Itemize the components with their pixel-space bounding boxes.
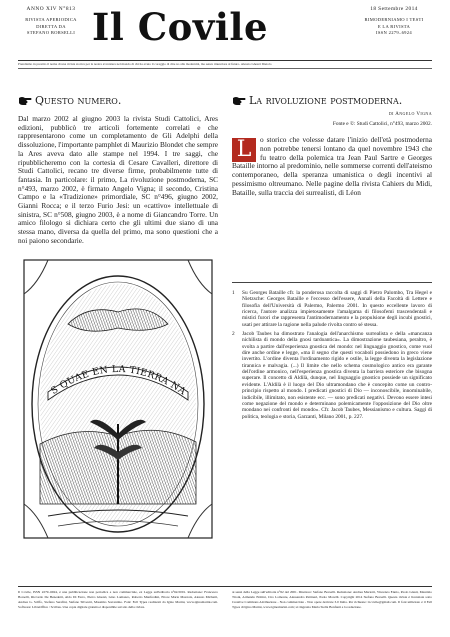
masthead-rule-lower bbox=[18, 68, 432, 69]
masthead-left-line: RIVISTA APERIODICA bbox=[25, 17, 77, 23]
article-heading bbox=[232, 94, 432, 107]
masthead bbox=[18, 6, 432, 64]
pointing-hand-icon bbox=[232, 95, 246, 107]
footnotes bbox=[232, 290, 432, 423]
footnote-text: Su Georges Bataille cfr. la ponderosa raccolta di saggi di Pietro Palombo, Tra Hegel e Nietzsche: Georges Bataille e l'eccesso dell'essere, Annali della Facoltà di Lettere e filosofia dell'Università di Palermo, Palermo 2001. In questo eccellente lavoro di ricerca, l'autore analizza impietosamente l'amalgama di filosofemi trascendentali e mistici furori che rappresenta l'antimodernamento e la propulsione degli incubi gnostici, usati per attirare la ragione nella palude rivolta contro sé stessa. bbox=[242, 290, 432, 328]
article-source: Fonte e ©: Studi Cattolici, n°493, marzo 2002. bbox=[332, 121, 432, 127]
left-article-title: Questo numero. bbox=[35, 94, 122, 107]
footnote-number: 1 bbox=[232, 290, 235, 296]
footnote bbox=[232, 290, 432, 328]
masthead-right bbox=[292, 6, 432, 37]
footnote-rule bbox=[232, 282, 432, 283]
masthead-strip: Prendiamo in prestito il nome di una rivista storica per la nostra avventura nel mondo di chi ha avuto il coraggio di dire no alla modernità, ma senza rinunciare al futuro. Alessio Ghezzi Dietolo bbox=[18, 62, 272, 66]
engraving-illustration bbox=[18, 254, 218, 544]
article-body-wrap bbox=[232, 136, 432, 197]
masthead-right-line: E LA RIVISTA bbox=[377, 23, 411, 29]
engraving-motto: S QUAE EN LA TIERRA NA bbox=[49, 363, 188, 398]
masthead-left-line: DIRETTA DA bbox=[36, 23, 66, 29]
masthead-rule bbox=[18, 60, 432, 61]
masthead-left bbox=[18, 6, 84, 37]
drop-cap: L bbox=[232, 138, 256, 162]
masthead-left-line: STEFANO BORSELLI bbox=[26, 30, 76, 36]
issn: ISSN 2279–6924 bbox=[376, 30, 412, 36]
footnote-text: Jacob Taubes ha dimostrato l'analogia dell'anarchismo surrealista e della «mancanza nichilista di mondo della gnosi tardoantica». La dimostrazione taubesiana, peraltro, è svolta a partire dall'esperienza gnostica del mondo: nel linguaggio gnostico, come vuol dire anche ordine e legge, «ma il segno che questi vocaboli possiedono in greco viene invertito. L'ordine diventa l'ordinamento rigido e ostile, la legge diventa la legislazione tirannica e malvagia. (...) Il limite che nello schema cosmologico antico era garante dell'ordine armonico, nell'esperienza gnostica diventa la barriera esteriore che bisogna superare. Il concetto di Aldilà, dunque, nel linguaggio gnostico possiede un significato evidente. L'Aldilà è il luogo del Dio ultramondano che è concepito come un contro-principio rispetto al mondo. I predicati gnostici di Dio — inconoscibile, innominabile, indicibile, illimitato, non esistente ecc. — sono predicati negativi. Devono essere intesi come negazione del mondo e determinano polemicamente l'opposizione del Dio oltre mondano nei confronti del mondo». Cfr. Jacob Taubes, Messianismo e cultura. Saggi di politica, teologia e storia, Garzanti, Milano 2001, p. 227. bbox=[242, 331, 432, 420]
masthead-right-line: RIMODERNIAMO I TESTI bbox=[364, 17, 424, 23]
masthead-title: Il Covile bbox=[91, 5, 269, 49]
left-article-body: Dal marzo 2002 al giugno 2003 la rivista Studi Cattolici, Ares edizioni, pubblicò tre articoli fortemente correlati e che rappresentarono come un completamento de Gli Adelphi della dissoluzione, l'importante pamphlet di Maurizio Blondet che sempre la Ares aveva dato alle stampe nel 1994. I tre saggi, che ripubblicheremo con la cortesia di Cesare Cavalleri, direttore di Studi Cattolici, recano tre diverse firme, probabilmente tutte di fantasia. In particolare: il primo, La rivoluzione postmoderna, SC n°493, marzo 2002, è firmato Angelo Vigna; il secondo, Cristina Campo e la «Tradizione» primordiale, SC n°496, giugno 2002, Gianni Rocca; e il terzo Furio Jesi: un «cattivo» intellettuale di sinistra, SC n°508, giugno 2003, è a nome di Giancandro Torre. Un amico filologo si dichiara certo che gli ultimi due siano di una stessa mano, diversa da quella del primo, ma sono questioni che a noi paiono secondarie. bbox=[18, 114, 218, 245]
article-byline: di Angelo Vigna bbox=[388, 112, 432, 117]
right-column bbox=[232, 94, 432, 197]
footnote bbox=[232, 331, 432, 420]
left-column bbox=[18, 94, 218, 246]
pointing-hand-icon bbox=[18, 95, 32, 107]
colophon-rule bbox=[18, 586, 432, 587]
article-heading bbox=[18, 94, 218, 107]
footnote-number: 2 bbox=[232, 331, 235, 338]
right-article-title: La rivoluzione postmoderna. bbox=[249, 94, 403, 107]
issue-date: 18 Settembre 2014 bbox=[370, 6, 418, 12]
colophon-left: Il Covile, ISSN 2279–6924, è una pubblicazione non periodica e non commerciale, ex Legge sull'editoria n°62/2001. Redazione: Francesco Borselli, Riccardo De Benedetti, Aldo Di Ferro, Pietro Ghezzi, Gino Lomazzo, Roberto Manfredini, Ettore Maria Mazzola, Alessio Michetti, Andrea G. Sciffo, Stefano Serafini, Stefano Silvestri, Massimo Sorrentino. Font: Fell Types realizzati da Igino Marini, www.iginomarini.com. Software: LibreOffice / Scribus. Una copia digitale gratuita è disponibile sul sito della rivista. bbox=[18, 590, 218, 609]
right-article-body: o storico che volesse datare l'inizio dell'età postmoderna non potrebbe tenersi lontano da quel novembre 1943 che fu teatro della polemica tra Jean Paul Sartre e Georges Bataille intorno al predominio, nelle sommerse correnti dell'ateismo contemporaneo, della speranza umanistica o degli incentivi al pessimismo oltreumano. Nelle pagine della rivista Cahiers du Midi, Bataille, sulla traccia dei surrealisti, di Léon bbox=[232, 135, 432, 197]
issue-number: ANNO XIV N°813 bbox=[26, 6, 76, 12]
colophon-right: ai sensi della Legge sull'editoria n°62 del 2001. Direttore: Stefano Borselli. Redazione: Andrea Mariotti, Vincenzo Ennio, Paolo Giusti, Maurizio Tironi, Armando Ermini, Ciro Lomonte, Alessandro Pettinari, Paolo Morelli. Copyright 2014 Stefano Borselli. Questa rivista è licenziata sotto Creative Commons Attribuzione - Non commerciale - Non opere derivate 3.0 Italia. Per richieste: il.covile@gmail.com. Il font utilizzato è il Fell Types di Igino Marini, www.iginomarini.com; si ringrazia Maria Stella Bonfanti e la redazione. bbox=[232, 590, 432, 609]
